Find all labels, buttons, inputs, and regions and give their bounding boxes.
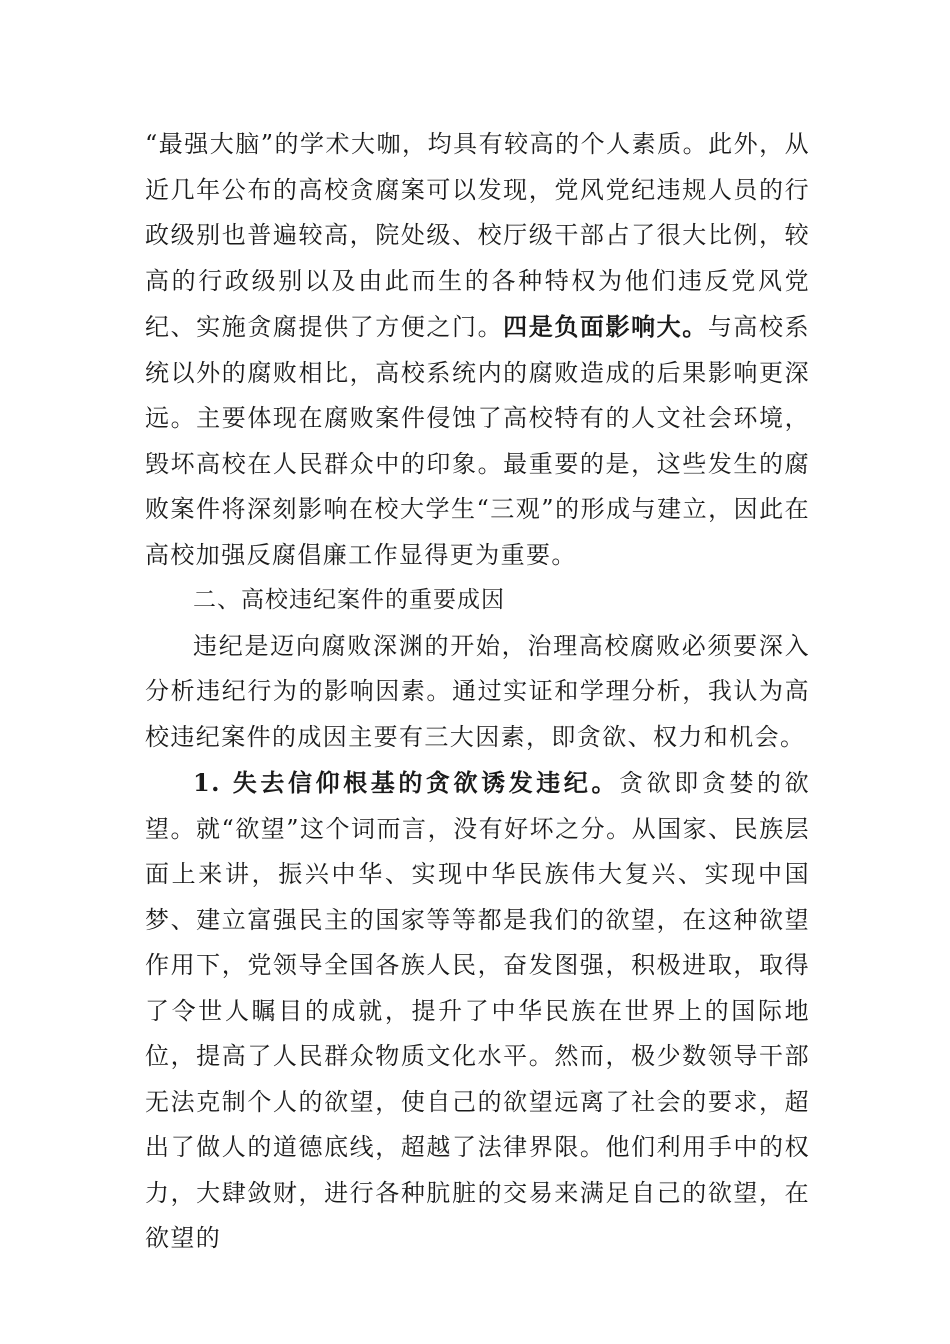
paragraph-1-text-b: 与高校系统以外的腐败相比，高校系统内的腐败造成的后果影响更深远。主要体现在腐败案件侵蚀了高校特有的人文社会环境，毁坏高校在人民群众中的印象。最重要的是，这些发生的腐败案件将深刻影响在校大学生“三观”的形成与建立，因此在高校加强反腐倡廉工作显得更为重要。: [145, 313, 810, 569]
paragraph-3: [145, 760, 810, 1262]
paragraph-3-text: 贪欲即贪婪的欲望。就“欲望”这个词而言，没有好坏之分。从国家、民族层面上来讲，振兴中华、实现中华民族伟大复兴、实现中国梦、建立富强民主的国家等等都是我们的欲望，在这种欲望作用下，党领导全国各族人民，奋发图强，积极进取，取得了令世人瞩目的成就，提升了中华民族在世界上的国际地位，提高了人民群众物质文化水平。然而，极少数领导干部无法克制个人的欲望，使自己的欲望远离了社会的要求，超出了做人的道德底线，超越了法律界限。他们利用手中的权力，大肆敛财，进行各种肮脏的交易来满足自己的欲望，在欲望的: [145, 769, 810, 1252]
paragraph-1-bold-lead: 四是负面影响大。: [503, 312, 708, 341]
paragraph-1-text-a: “最强大脑”的学术大咖，均具有较高的个人素质。此外，从近几年公布的高校贪腐案可以发现，党风党纪违规人员的行政级别也普遍较高，院处级、校厅级干部占了很大比例，较高的行政级别以及由此而生的各种特权为他们违反党风党纪、实施贪腐提供了方便之门。: [145, 130, 810, 341]
paragraph-3-bold-lead: 1. 失去信仰根基的贪欲诱发违纪。: [193, 768, 620, 797]
paragraph-1: [145, 122, 810, 578]
section-heading-2: 二、高校违纪案件的重要成因: [193, 587, 505, 613]
paragraph-2: 违纪是迈向腐败深渊的开始，治理高校腐败必须要深入分析违纪行为的影响因素。通过实证和学理分析，我认为高校违纪案件的成因主要有三大因素，即贪欲、权力和机会。: [145, 631, 810, 751]
document-page: [145, 122, 810, 1262]
